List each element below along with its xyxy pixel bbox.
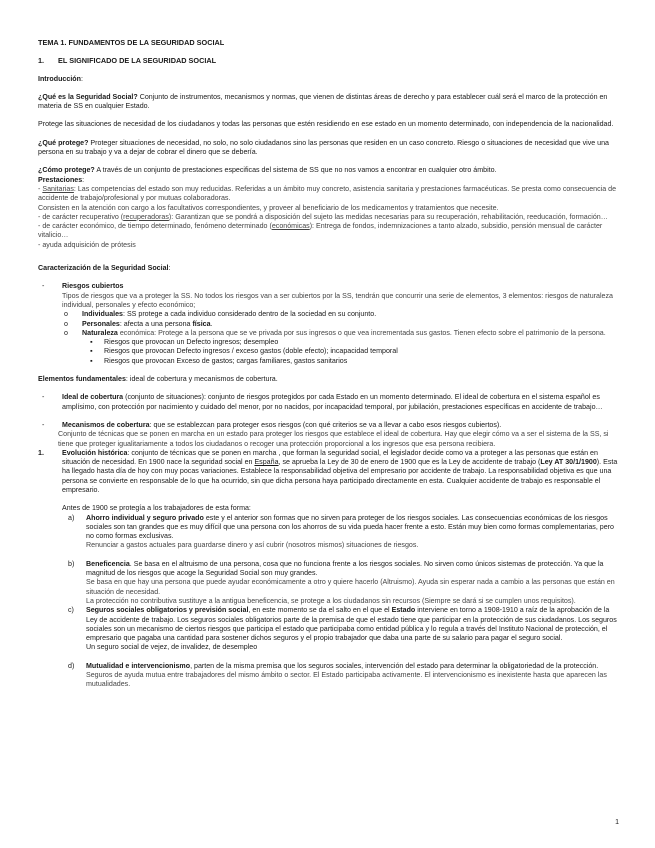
riesgo-subitem: ▪ Riesgos que provocan Exceso de gastos; cargas familiares, gastos sanitarios [90, 356, 348, 365]
document-page [38, 38, 618, 690]
riesgo-item: o Individuales: SS protege a cada individuo considerado dentro de la sociedad en su conjunto. [64, 310, 377, 319]
prestaciones-list: Prestaciones: - Sanitarias: Las competencias del estado son muy reducidas. Referidas a un ámbito muy concreto, asistencia sanitaria y prestaciones farmacéuticas. Se presta como consecuencia de accidente de trabajo/profesional y por mutuas colaboradoras. Consisten en la atención con cargo a los facultativos correspondientes, y proveer al beneficiario de los medicamentos y tratamientos que necesite. - de carácter recuperativo (recuperadoras): Garantizan que se pondrá a disposición del sujeto las medidas necesarias para su recuperación, rehabilitación, reeducación, formación… - de carácter económico, de tiempo determinado, fenómeno determinado (económicas): Entrega de fondos, indemnizaciones a tanto alzado, subsidio, pensión mensual de carácter vitalicio… - ayuda adquisición de prótesis [38, 175, 617, 249]
riesgo-item: o Personales: afecta a una persona física. [64, 319, 213, 328]
riesgo-subitem: ▪ Riesgos que provocan un Defecto ingresos; desempleo [90, 338, 279, 347]
question-how-protects: ¿Cómo protege? A través de un conjunto de prestaciones especificas del sistema de SS que no nos vamos a encontrar en cualquier otro ámbito. [38, 166, 497, 175]
riesgos-intro: Tipos de riesgos que va a proteger la SS. No todos los riesgos van a ser cubiertos por la SS, tendrán que concurrir una serie de elementos, 3 elementos: riesgos de naturaleza individual, personales y efecto económico; [62, 291, 613, 309]
intro-label: Introducción: [38, 74, 83, 83]
prest-line-atencion: Consisten en la atención con cargo a los facultativos correspondientes, y proveer al beneficiario de los medicamentos y tratamientos que necesite. [38, 203, 499, 212]
elementos-label: Elementos fundamentales: ideal de cobertura y mecanismos de cobertura. [38, 375, 278, 384]
caracterizacion-label: Caracterización de la Seguridad Social: [38, 264, 171, 273]
mecanismos-cobertura: - Mecanismos de cobertura: que se establezcan para proteger esos riesgos (con qué criterios se va a llevar a cabo esos riesgos cubiertos). Conjunto de técnicas que se ponen en marcha en un estado para proteger los riesgos que establece el ideal de cobertura. Hay que elegir cómo va a ser el sistema de la SS, si tiene que proteger igualitariamente a todos los ciudadanos o recoger una protección proporcional a los ingresos que esa persona recibiera. [42, 420, 609, 448]
question-what-protects: ¿Qué protege? Proteger situaciones de necesidad, no solo, no solo ciudadanos sino las personas que residen en un caso concreto. Riesgo o situaciones de necesidad que vive una persona en su trabajo y va a dejar de cobrar el dinero que se debería. [38, 138, 610, 157]
item-b: b) Beneficencia. Se basa en el altruismo de una persona, cosa que no funciona frente a los riesgos sociales. No sirven como únicos sistemas de protección. Ya que la magnitud de los riesgos que acoge la Seguridad Social son muy grandes. Se basa en que hay una persona que puede ayudar económicamente a otro y quiere hacerlo (Altruismo). Ayuda sin esperar nada a cambio a las personas que están en situación de necesidad. La protección no contributiva sustituye a la antigua beneficencia, se protege a los ciudadanos sin recursos (Siempre se dará si se cumplen unos requisitos). [68, 559, 615, 605]
page-number: 1 [615, 818, 619, 826]
document-title: TEMA 1. FUNDAMENTOS DE LA SEGURIDAD SOCIAL [38, 38, 225, 47]
item-c: c) Seguros sociales obligatorios y previsión social, en este momento se da el salto en el que el Estado interviene en torno a 1908-1910 a raíz de la aprobación de la Ley de accidente de trabajo. Los seguros sociales obligatorios parte de la premisa de que el estado tiene que participar en la protección de sus ciudadanos. Los seguros sociales son un mecanismo de ciertos riesgos que participa el estado que participaba como entidad pública y lo regula a través del Instituto Nacional de protección, el empresario que pagaba una cantidad para sostener dichos seguros y el propio trabajador que daba una parte de su salario para pagar el seguro social. Un seguro social de vejez, de invalidez, de desempleo [68, 606, 617, 652]
prest-line-sanitarias: - Sanitarias: Las competencias del estado son muy reducidas. Referidas a un ámbito muy concreto, asistencia sanitaria y prestaciones farmacéuticas. Se presta como consecuencia de accidente de trabajo/profesional y por mutuas colaboradoras. [38, 184, 617, 203]
riesgos-title: Riesgos cubiertos [62, 282, 124, 291]
section-heading: 1. EL SIGNIFICADO DE LA SEGURIDAD SOCIAL [38, 56, 217, 66]
item-a: a) Ahorro individual y seguro privado este y el anterior son formas que no sirven para proteger de los riesgos sociales. Las consecuencias económicas de los riesgos sociales son tan grandes que es muy difícil que una persona con los ahorros de su vida pueda hacer frente a esto. Están muy bien como formas complementarias, pero no como formas exclusivas. Renunciar a gastos actuales para guardarse dinero y así cubrir (nosotros mismos) situaciones de riesgos. [68, 513, 614, 550]
question-what-is: ¿Qué es la Seguridad Social? Conjunto de instrumentos, mecanismos y normas, que vienen de distintas áreas de derecho y para establecer cuál será el marco de la protección en materia de SS en cualquier Estado. [38, 92, 608, 111]
riesgos-section: - Riesgos cubiertos Tipos de riesgos que va a proteger la SS. No todos los riesgos van a ser cubiertos por la SS, tendrán que concurrir una serie de elementos, 3 elementos: riesgos de naturaleza individual, personales y efecto económico; o Individuales: SS protege a cada individuo considerado dentro de la sociedad en su conjunto. o Personales: afecta a una persona física. o Naturaleza económica: Protege a la persona que se ve privada por sus ingresos o que vea incrementada sus gastos. Tienen efecto sobre el patrimonio de la persona. ▪ Riesgos que provocan un Defecto ingresos; desempleo ▪ Riesgos que provocan Defecto ingresos / exceso gastos (doble efecto); incapacidad temporal ▪ Riesgos que provocan Exceso de gastos; cargas familiares, gastos sanitarios [38, 282, 618, 366]
ideal-cobertura: - Ideal de cobertura (conjunto de situaciones): conjunto de riesgos protegidos por cada Estado en un momento determinado. El ideal de cobertura en el sistema español es amplísimo, con protección por nacimiento y cuidado del menor, por no nacidos, por incapacidad temporal, por jubilación, prestaciones específicas en accidente de trabajo… [42, 393, 603, 411]
prest-line-recuperativo: - de carácter recuperativo (recuperadoras): Garantizan que se pondrá a disposición del sujeto las medidas necesarias para su recuperación, rehabilitación, reeducación, formación… [38, 212, 608, 221]
prest-line-protesis: - ayuda adquisición de prótesis [38, 240, 136, 249]
antes-1900: Antes de 1900 se protegía a los trabajadores de esta forma: [62, 504, 251, 513]
paragraph-protege: Protege las situaciones de necesidad de los ciudadanos y todas las personas que estén residiendo en ese estado en un momento determinado, con independencia de la nacionalidad. [38, 120, 614, 129]
evolucion-historica: 1. Evolución histórica: conjunto de técnicas que se ponen en marcha , que forman la seguridad social, el legislador decide como va a proteger a las personas que están en situación de necesidad. En 1900 nace la seguridad social en España, se aprueba la Ley de 30 de enero de 1900 que es la Ley de accidente de trabajo (Ley AT 30/1/1900). Esta ha llegado hasta día de hoy con muy pocas variaciones. Establece la responsabilidad objetiva del empresario por accidente de trabajo. La responsabilidad objetiva es que una persona se convierte en responsable de lo que ha ocurrido, sin que dicha persona haya participado directamente en esta. Cualquier accidente de trabajo es responsable el empresario. [38, 448, 618, 494]
item-d: d) Mutualidad e intervencionismo, parten de la misma premisa que los seguros sociales, intervención del estado para determinar la obligatoriedad de la protección. Seguros de ayuda mutua entre trabajadores del mismo ámbito o sector. El Estado participaba activamente. El intervencionismo es inexistente hasta que aparecen las mutualidades. [68, 661, 607, 689]
riesgo-item: o Naturaleza económica: Protege a la persona que se ve privada por sus ingresos o que vea incrementada sus gastos. Tienen efecto sobre el patrimonio de la persona. [64, 328, 606, 337]
riesgo-subitem: ▪ Riesgos que provocan Defecto ingresos / exceso gastos (doble efecto); incapacidad temporal [90, 347, 398, 356]
prest-line-economico: - de carácter económico, de tiempo determinado, fenómeno determinado (económicas): Entrega de fondos, indemnizaciones a tanto alzado, subsidio, pensión mensual de carácter vitalicio… [38, 222, 603, 240]
